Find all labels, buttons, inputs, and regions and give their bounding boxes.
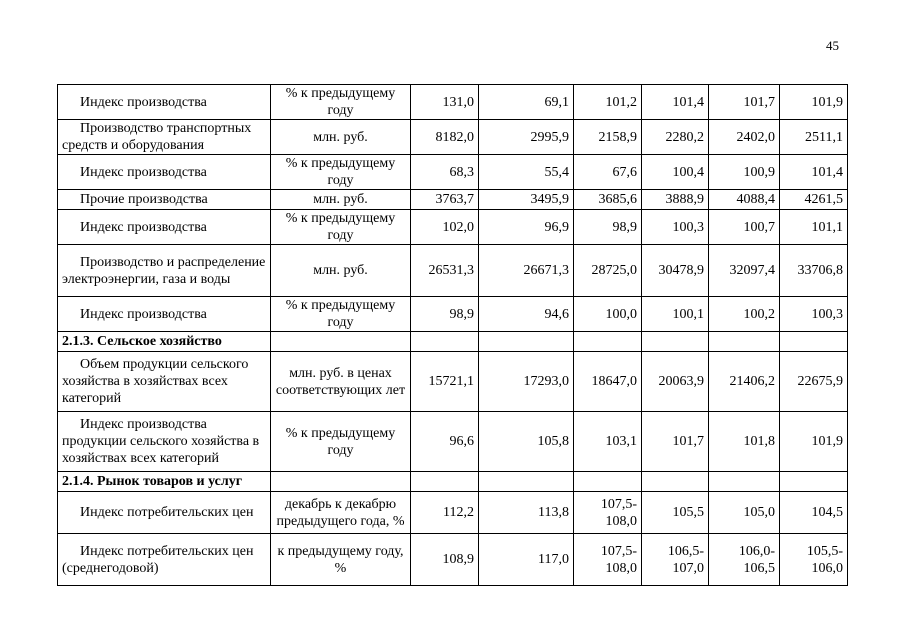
value-cell: 30478,9 xyxy=(642,245,709,297)
unit-cell: млн. руб. xyxy=(271,120,411,155)
value-cell: 15721,1 xyxy=(411,352,479,412)
value-cell: 69,1 xyxy=(479,85,574,120)
empty-cell xyxy=(574,472,642,492)
value-cell: 131,0 xyxy=(411,85,479,120)
indicator-name: Производство транспортных средств и оборудования xyxy=(58,120,271,155)
empty-cell xyxy=(642,472,709,492)
value-cell: 2158,9 xyxy=(574,120,642,155)
value-cell: 105,8 xyxy=(479,412,574,472)
value-cell: 108,9 xyxy=(411,534,479,586)
value-cell: 8182,0 xyxy=(411,120,479,155)
empty-cell xyxy=(780,332,848,352)
table-row xyxy=(58,120,848,155)
value-cell: 105,0 xyxy=(709,492,780,534)
unit-cell: % к предыдущему году xyxy=(271,210,411,245)
indicator-name: Индекс производства xyxy=(58,155,271,190)
section-title: 2.1.3. Сельское хозяйство xyxy=(58,332,271,352)
value-cell: 26531,3 xyxy=(411,245,479,297)
unit-cell: млн. руб. xyxy=(271,245,411,297)
value-cell: 100,0 xyxy=(574,297,642,332)
value-cell: 96,9 xyxy=(479,210,574,245)
value-cell: 101,4 xyxy=(642,85,709,120)
value-cell: 101,9 xyxy=(780,85,848,120)
value-cell: 55,4 xyxy=(479,155,574,190)
data-table xyxy=(57,84,848,586)
value-cell: 105,5- 106,0 xyxy=(780,534,848,586)
value-cell: 3888,9 xyxy=(642,190,709,210)
value-cell: 101,9 xyxy=(780,412,848,472)
value-cell: 98,9 xyxy=(574,210,642,245)
value-cell: 98,9 xyxy=(411,297,479,332)
indicator-name: Индекс потребительских цен xyxy=(58,492,271,534)
value-cell: 100,9 xyxy=(709,155,780,190)
value-cell: 101,2 xyxy=(574,85,642,120)
value-cell: 2511,1 xyxy=(780,120,848,155)
value-cell: 102,0 xyxy=(411,210,479,245)
empty-cell xyxy=(780,472,848,492)
value-cell: 32097,4 xyxy=(709,245,780,297)
value-cell: 100,7 xyxy=(709,210,780,245)
value-cell: 101,7 xyxy=(642,412,709,472)
unit-cell: % к предыдущему году xyxy=(271,412,411,472)
empty-cell xyxy=(411,332,479,352)
section-row xyxy=(58,472,848,492)
value-cell: 26671,3 xyxy=(479,245,574,297)
value-cell: 2995,9 xyxy=(479,120,574,155)
table-row xyxy=(58,412,848,472)
empty-cell xyxy=(479,332,574,352)
empty-cell xyxy=(271,332,411,352)
value-cell: 104,5 xyxy=(780,492,848,534)
value-cell: 17293,0 xyxy=(479,352,574,412)
value-cell: 2402,0 xyxy=(709,120,780,155)
indicator-name: Объем продукции сельского хозяйства в хозяйствах всех категорий xyxy=(58,352,271,412)
value-cell: 3685,6 xyxy=(574,190,642,210)
value-cell: 100,3 xyxy=(642,210,709,245)
table-row xyxy=(58,297,848,332)
value-cell: 101,7 xyxy=(709,85,780,120)
unit-cell: млн. руб. в ценах соответствующих лет xyxy=(271,352,411,412)
table-row xyxy=(58,534,848,586)
value-cell: 112,2 xyxy=(411,492,479,534)
table-row xyxy=(58,352,848,412)
table-row xyxy=(58,190,848,210)
value-cell: 4261,5 xyxy=(780,190,848,210)
value-cell: 22675,9 xyxy=(780,352,848,412)
indicator-name: Индекс потребительских цен (среднегодовой) xyxy=(58,534,271,586)
section-row xyxy=(58,332,848,352)
value-cell: 96,6 xyxy=(411,412,479,472)
value-cell: 28725,0 xyxy=(574,245,642,297)
table-row xyxy=(58,245,848,297)
value-cell: 18647,0 xyxy=(574,352,642,412)
table-row xyxy=(58,210,848,245)
value-cell: 101,8 xyxy=(709,412,780,472)
unit-cell: % к предыдущему году xyxy=(271,85,411,120)
page-number: 45 xyxy=(826,38,839,53)
value-cell: 117,0 xyxy=(479,534,574,586)
value-cell: 107,5- 108,0 xyxy=(574,492,642,534)
empty-cell xyxy=(709,472,780,492)
value-cell: 100,2 xyxy=(709,297,780,332)
value-cell: 100,1 xyxy=(642,297,709,332)
table-row xyxy=(58,155,848,190)
value-cell: 105,5 xyxy=(642,492,709,534)
unit-cell: к предыдущему году, % xyxy=(271,534,411,586)
unit-cell: декабрь к декабрю предыдущего года, % xyxy=(271,492,411,534)
empty-cell xyxy=(642,332,709,352)
value-cell: 101,1 xyxy=(780,210,848,245)
table-row xyxy=(58,492,848,534)
value-cell: 106,5- 107,0 xyxy=(642,534,709,586)
indicator-name: Производство и распределение электроэнергии, газа и воды xyxy=(58,245,271,297)
section-title: 2.1.4. Рынок товаров и услуг xyxy=(58,472,271,492)
value-cell: 107,5- 108,0 xyxy=(574,534,642,586)
value-cell: 100,3 xyxy=(780,297,848,332)
value-cell: 101,4 xyxy=(780,155,848,190)
empty-cell xyxy=(411,472,479,492)
value-cell: 100,4 xyxy=(642,155,709,190)
empty-cell xyxy=(709,332,780,352)
empty-cell xyxy=(271,472,411,492)
indicator-name: Индекс производства продукции сельского хозяйства в хозяйствах всех категорий xyxy=(58,412,271,472)
indicator-name: Индекс производства xyxy=(58,210,271,245)
unit-cell: млн. руб. xyxy=(271,190,411,210)
indicator-name: Индекс производства xyxy=(58,297,271,332)
value-cell: 113,8 xyxy=(479,492,574,534)
unit-cell: % к предыдущему году xyxy=(271,297,411,332)
indicator-name: Прочие производства xyxy=(58,190,271,210)
value-cell: 3763,7 xyxy=(411,190,479,210)
value-cell: 3495,9 xyxy=(479,190,574,210)
value-cell: 94,6 xyxy=(479,297,574,332)
empty-cell xyxy=(479,472,574,492)
unit-cell: % к предыдущему году xyxy=(271,155,411,190)
value-cell: 2280,2 xyxy=(642,120,709,155)
value-cell: 4088,4 xyxy=(709,190,780,210)
value-cell: 103,1 xyxy=(574,412,642,472)
empty-cell xyxy=(574,332,642,352)
value-cell: 21406,2 xyxy=(709,352,780,412)
value-cell: 67,6 xyxy=(574,155,642,190)
value-cell: 33706,8 xyxy=(780,245,848,297)
value-cell: 106,0- 106,5 xyxy=(709,534,780,586)
value-cell: 20063,9 xyxy=(642,352,709,412)
indicator-name: Индекс производства xyxy=(58,85,271,120)
table-row xyxy=(58,85,848,120)
value-cell: 68,3 xyxy=(411,155,479,190)
